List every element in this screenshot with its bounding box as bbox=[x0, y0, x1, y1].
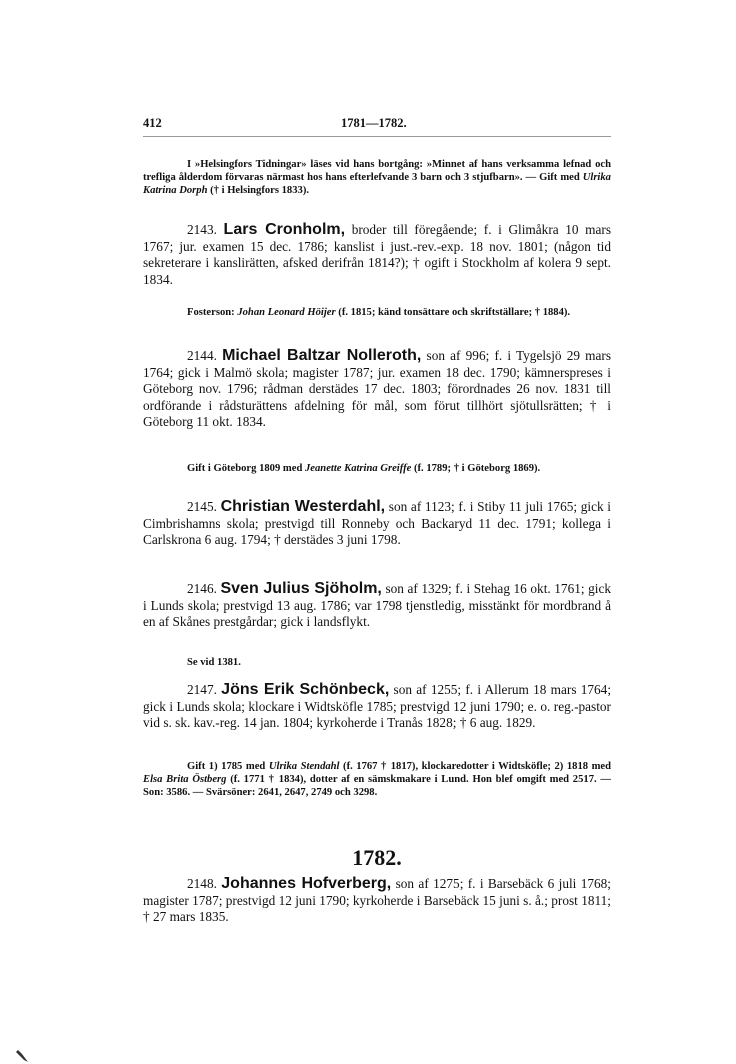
entry-number: 2148. bbox=[187, 876, 217, 891]
entry-text: son af 1329; f. i Stehag 16 okt. 1761; gick i Lunds skola; prestvigd 13 aug. 1786; var 1798 tjenstledig, misstänkt för mordbrand å en af Skånes prestgårdar; gick i landsflykt. bbox=[143, 581, 612, 630]
entry-number: 2143. bbox=[187, 222, 217, 237]
person-name: Michael Baltzar Nolleroth, bbox=[222, 347, 422, 364]
page-header bbox=[143, 116, 611, 132]
entry-2147 bbox=[143, 682, 611, 732]
year-heading: 1782. bbox=[352, 845, 402, 870]
person-name: Sven Julius Sjöholm, bbox=[220, 580, 382, 597]
entry-number: 2145. bbox=[187, 499, 217, 514]
person-name: Christian Westerdahl, bbox=[220, 498, 386, 515]
entry-2145 bbox=[143, 499, 611, 549]
entry-number: 2144. bbox=[187, 348, 217, 363]
entry-2144-note: Gift i Göteborg 1809 med Jeanette Katrina Greiffe (f. 1789; † i Göteborg 1869). bbox=[187, 463, 541, 474]
entry-2148 bbox=[143, 876, 611, 926]
entry-2146 bbox=[143, 581, 611, 631]
entry-2144 bbox=[143, 348, 611, 431]
header-rule bbox=[143, 136, 611, 137]
person-name: Jöns Erik Schönbeck, bbox=[221, 681, 390, 698]
entry-2147-note: Gift 1) 1785 med Ulrika Stendahl (f. 1767 † 1817), klockaredotter i Widtsköfle; 2) 1818 med Elsa Brita Östberg (f. 1771 † 1834), dotter af en sämskmakare i Lund. Hon blef omgift med 2517. — Son: 3586. — Svärsöner: 2641, 2647, 2749 och 3298. bbox=[143, 761, 611, 799]
page-number: 412 bbox=[143, 116, 162, 130]
entry-text: son af 1123; f. i Stiby 11 juli 1765; gick i Cimbrishamns skola; prestvigd till Ronneby och Backaryd 11 dec. 1791; kollega i Carlskrona 6 aug. 1794; † derstädes 3 juni 1798. bbox=[143, 499, 611, 548]
entry-text: son af 1255; f. i Allerum 18 mars 1764; gick i Lunds skola; klockare i Widtsköfle 1785; prestvigd 12 juni 1790; e. o. reg.-pastor vid s. sk. kav.-reg. 14 jan. 1804; kyrkoherde i Tranås 1828; † 6 aug. 1829. bbox=[143, 682, 612, 731]
person-name: Johannes Hofverberg, bbox=[221, 875, 392, 892]
running-head: 1781—1782. bbox=[341, 116, 407, 130]
entry-text: son af 996; f. i Tygelsjö 29 mars 1764; gick i Malmö skola; magister 1787; jur. examen 18 dec. 1790; kämnerspreses i Göteborg nov. 1796; rådman derstädes 17 dec. 1803; förordnades 26 nov. 1831 till ordförande i rådsturättens afdelning för mål, som förut tillhört sjötullsrätten; † i Göteborg 11 okt. 1834. bbox=[143, 348, 612, 430]
entry-number: 2146. bbox=[187, 581, 217, 596]
entry-text: broder till föregående; f. i Glimåkra 10 mars 1767; jur. examen 15 dec. 1786; kanslist i just.-rev.-exp. 18 nov. 1801; (någon tid sekreterare i kanslirätten, afsked derifrån 1814?); † ogift i Stockholm af kolera 9 sept. 1834. bbox=[143, 222, 612, 287]
person-name: Lars Cronholm, bbox=[223, 221, 346, 238]
scan-corner-mark bbox=[8, 1040, 32, 1064]
entry-2146-note: Se vid 1381. bbox=[187, 657, 241, 668]
entry-number: 2147. bbox=[187, 682, 217, 697]
entry-text: son af 1275; f. i Barsebäck 6 juli 1768; magister 1787; prestvigd 12 juni 1790; kyrkoherde i Barsebäck 15 juni s. å.; prost 1811; † 27 mars 1835. bbox=[143, 876, 611, 925]
entry-2143 bbox=[143, 222, 611, 288]
continuation-note: I »Helsingfors Tidningar» läses vid hans bortgång: »Minnet af hans verksamma lefnad och trefliga ålderdom förvaras närmast hos hans efterlefvande 3 barn och 3 stjufbarn». — Gift med Ulrika Katrina Dorph († i Helsingfors 1833). bbox=[143, 159, 611, 197]
entry-2143-note: Fosterson: Johan Leonard Höijer (f. 1815; känd tonsättare och skriftställare; † 1884). bbox=[187, 307, 571, 318]
